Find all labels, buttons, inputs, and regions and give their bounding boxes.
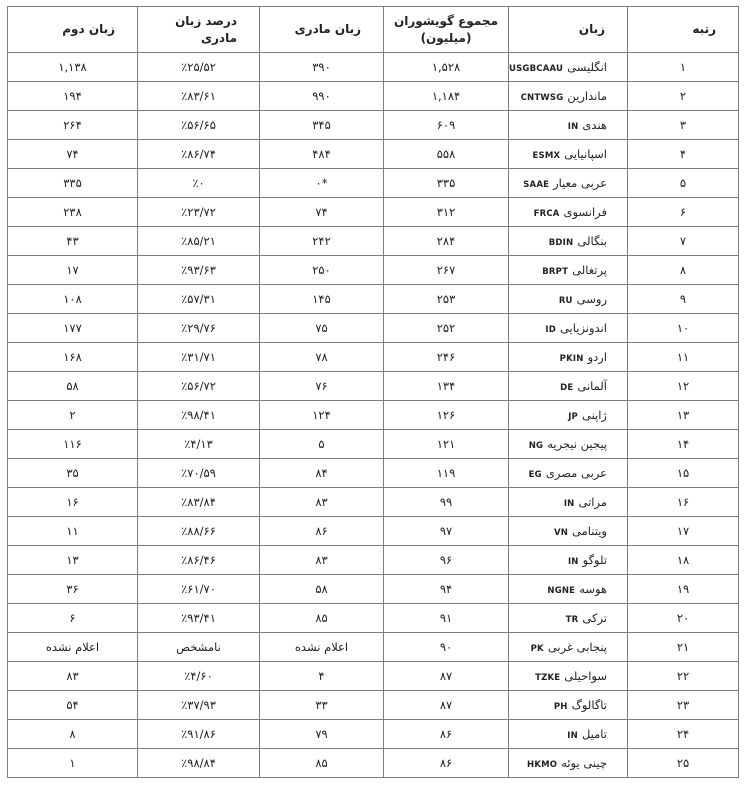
- language-name: عربی مصری: [545, 466, 607, 480]
- language-name: ماندارین: [567, 89, 607, 103]
- cell-language: [509, 749, 628, 778]
- cell-rank: ۱۶: [628, 488, 739, 517]
- language-name: هوسه: [579, 582, 607, 596]
- cell-native-percent: ٪۸۶/۴۶: [138, 546, 260, 575]
- cell-rank: ۶: [628, 198, 739, 227]
- language-name: اردو: [587, 350, 607, 364]
- cell-total-speakers: ۶۰۹: [384, 111, 509, 140]
- country-codes: NGNE: [547, 586, 576, 596]
- cell-native: ۴: [260, 662, 384, 691]
- cell-native: ۸۵: [260, 604, 384, 633]
- table-row: [8, 256, 739, 285]
- country-codes: EG: [528, 470, 542, 480]
- cell-native-percent: ٪۴/۶۰: [138, 662, 260, 691]
- languages-table-container: [7, 6, 738, 778]
- cell-language: [509, 691, 628, 720]
- language-name: آلمانی: [577, 379, 607, 393]
- cell-native: ۷۹: [260, 720, 384, 749]
- table-row: [8, 430, 739, 459]
- cell-language: [509, 198, 628, 227]
- cell-total-speakers: ۵۵۸: [384, 140, 509, 169]
- cell-second-language: ۵۸: [8, 372, 138, 401]
- cell-native-percent: ٪۸۸/۶۶: [138, 517, 260, 546]
- cell-total-speakers: ۱,۵۲۸: [384, 53, 509, 82]
- cell-total-speakers: ۸۷: [384, 662, 509, 691]
- cell-native: ۷۵: [260, 314, 384, 343]
- cell-rank: ۴: [628, 140, 739, 169]
- cell-second-language: ۵۴: [8, 691, 138, 720]
- cell-native-percent: ٪۸۳/۶۱: [138, 82, 260, 111]
- cell-second-language: ۱۱۶: [8, 430, 138, 459]
- cell-native-percent: ٪۲۳/۷۲: [138, 198, 260, 227]
- header-total-speakers-line2: (میلیون): [420, 30, 472, 45]
- cell-language: [509, 343, 628, 372]
- language-name: سواحیلی: [564, 669, 607, 683]
- cell-rank: ۷: [628, 227, 739, 256]
- language-name: اسپانیایی: [564, 147, 607, 161]
- country-codes: IN: [567, 731, 578, 741]
- cell-total-speakers: ۹۴: [384, 575, 509, 604]
- language-name: عربی معیار: [553, 176, 607, 190]
- cell-native: ۸۳: [260, 488, 384, 517]
- cell-native: ۷۸: [260, 343, 384, 372]
- country-codes: NG: [528, 441, 544, 451]
- cell-total-speakers: ۳۱۲: [384, 198, 509, 227]
- country-codes: PK: [530, 644, 544, 654]
- table-row: [8, 314, 739, 343]
- header-language: زبان: [509, 7, 628, 53]
- table-row: [8, 662, 739, 691]
- language-name: تامیل: [581, 727, 607, 741]
- country-codes: BDIN: [548, 238, 574, 248]
- country-codes: IN: [567, 122, 579, 132]
- cell-total-speakers: ۳۳۵: [384, 169, 509, 198]
- cell-total-speakers: ۸۷: [384, 691, 509, 720]
- cell-second-language: ۲: [8, 401, 138, 430]
- cell-native-percent: ٪۵۶/۶۵: [138, 111, 260, 140]
- cell-native-percent: ٪۶۱/۷۰: [138, 575, 260, 604]
- cell-native: ۸۳: [260, 546, 384, 575]
- cell-language: [509, 227, 628, 256]
- cell-language: [509, 111, 628, 140]
- cell-total-speakers: ۱۱۹: [384, 459, 509, 488]
- language-name: روسی: [576, 292, 607, 306]
- header-total-speakers: [384, 7, 509, 53]
- country-codes: FRCA: [533, 209, 560, 219]
- header-rank: رتبه: [628, 7, 739, 53]
- language-name: پرتغالی: [572, 263, 607, 277]
- cell-total-speakers: ۲۵۳: [384, 285, 509, 314]
- cell-total-speakers: ۸۶: [384, 720, 509, 749]
- cell-native: ۸۶: [260, 517, 384, 546]
- language-name: ترکی: [582, 611, 607, 625]
- country-codes: VN: [553, 528, 569, 538]
- cell-rank: ۲۴: [628, 720, 739, 749]
- table-row: [8, 343, 739, 372]
- cell-native-percent: نامشخص: [138, 633, 260, 662]
- country-codes: TZKE: [535, 673, 561, 683]
- cell-second-language: ۱۹۴: [8, 82, 138, 111]
- language-name: پیجین نیجریه: [547, 437, 607, 451]
- cell-native: ۱۴۵: [260, 285, 384, 314]
- cell-native-percent: ٪۳۱/۷۱: [138, 343, 260, 372]
- cell-native: ۸۵: [260, 749, 384, 778]
- table-row: [8, 140, 739, 169]
- country-codes: IN: [563, 499, 575, 509]
- cell-native-percent: ٪۸۳/۸۴: [138, 488, 260, 517]
- cell-native: ۸۴: [260, 459, 384, 488]
- table-row: [8, 604, 739, 633]
- cell-native: ۳۴۵: [260, 111, 384, 140]
- cell-total-speakers: ۹۶: [384, 546, 509, 575]
- cell-native: اعلام نشده: [260, 633, 384, 662]
- cell-rank: ۱: [628, 53, 739, 82]
- cell-second-language: ۱,۱۳۸: [8, 53, 138, 82]
- header-second-language: زبان دوم: [8, 7, 138, 53]
- cell-language: [509, 662, 628, 691]
- country-codes: RU: [558, 296, 573, 306]
- cell-rank: ۲۰: [628, 604, 739, 633]
- cell-rank: ۱۷: [628, 517, 739, 546]
- cell-native: ۱۲۴: [260, 401, 384, 430]
- table-row: [8, 633, 739, 662]
- cell-language: [509, 517, 628, 546]
- country-codes: IN: [567, 557, 579, 567]
- cell-second-language: ۱۷: [8, 256, 138, 285]
- cell-rank: ۱۹: [628, 575, 739, 604]
- cell-language: [509, 53, 628, 82]
- cell-rank: ۱۸: [628, 546, 739, 575]
- table-row: [8, 517, 739, 546]
- header-native: زبان مادری: [260, 7, 384, 53]
- cell-native: ۷۶: [260, 372, 384, 401]
- table-row: [8, 488, 739, 517]
- cell-total-speakers: ۹۱: [384, 604, 509, 633]
- cell-language: [509, 633, 628, 662]
- cell-total-speakers: ۲۶۷: [384, 256, 509, 285]
- language-name: اندونزیایی: [559, 321, 607, 335]
- cell-language: [509, 169, 628, 198]
- country-codes: SAAE: [523, 180, 550, 190]
- cell-total-speakers: ۱,۱۸۴: [384, 82, 509, 111]
- cell-language: [509, 372, 628, 401]
- cell-second-language: اعلام نشده: [8, 633, 138, 662]
- table-row: [8, 53, 739, 82]
- table-row: [8, 227, 739, 256]
- cell-language: [509, 430, 628, 459]
- cell-native-percent: ٪۹۳/۶۳: [138, 256, 260, 285]
- cell-total-speakers: ۱۳۴: [384, 372, 509, 401]
- table-row: [8, 691, 739, 720]
- cell-total-speakers: ۱۲۶: [384, 401, 509, 430]
- language-name: مراتی: [578, 495, 607, 509]
- cell-native-percent: ٪۸۶/۷۴: [138, 140, 260, 169]
- cell-rank: ۱۴: [628, 430, 739, 459]
- cell-total-speakers: ۹۰: [384, 633, 509, 662]
- cell-language: [509, 604, 628, 633]
- cell-language: [509, 314, 628, 343]
- cell-total-speakers: ۲۴۶: [384, 343, 509, 372]
- cell-second-language: ۱۶: [8, 488, 138, 517]
- cell-second-language: ۱۷۷: [8, 314, 138, 343]
- country-codes: USGBCAAU: [509, 64, 564, 74]
- cell-second-language: ۲۳۸: [8, 198, 138, 227]
- cell-total-speakers: ۱۲۱: [384, 430, 509, 459]
- country-codes: HKMO: [527, 760, 558, 770]
- cell-rank: ۸: [628, 256, 739, 285]
- table-header-row: [8, 7, 739, 53]
- country-codes: ESMX: [532, 151, 561, 161]
- country-codes: JP: [568, 412, 578, 422]
- cell-native-percent: ٪۲۵/۵۲: [138, 53, 260, 82]
- table-row: [8, 285, 739, 314]
- cell-native-percent: ٪۳۷/۹۳: [138, 691, 260, 720]
- header-total-speakers-line1: مجموع گویشوران: [393, 13, 499, 28]
- cell-native: ۳۳: [260, 691, 384, 720]
- cell-total-speakers: ۸۶: [384, 749, 509, 778]
- languages-table: [7, 6, 739, 778]
- table-row: [8, 372, 739, 401]
- cell-native-percent: ٪۴/۱۳: [138, 430, 260, 459]
- cell-native: ۹۹۰: [260, 82, 384, 111]
- cell-language: [509, 285, 628, 314]
- header-native-percent: درصد زبان مادری: [138, 7, 260, 53]
- cell-total-speakers: ۹۷: [384, 517, 509, 546]
- cell-rank: ۹: [628, 285, 739, 314]
- cell-native-percent: ٪۰: [138, 169, 260, 198]
- cell-native-percent: ٪۹۸/۸۴: [138, 749, 260, 778]
- cell-native-percent: ٪۹۳/۴۱: [138, 604, 260, 633]
- language-name: تاگالوگ: [571, 698, 607, 712]
- cell-second-language: ۳۵: [8, 459, 138, 488]
- table-row: [8, 546, 739, 575]
- table-row: [8, 169, 739, 198]
- cell-native: ۲۵۰: [260, 256, 384, 285]
- country-codes: PH: [553, 702, 568, 712]
- cell-second-language: ۶: [8, 604, 138, 633]
- cell-native-percent: ٪۲۹/۷۶: [138, 314, 260, 343]
- cell-native-percent: ٪۹۸/۴۱: [138, 401, 260, 430]
- cell-language: [509, 82, 628, 111]
- cell-rank: ۲۲: [628, 662, 739, 691]
- cell-rank: ۱۰: [628, 314, 739, 343]
- cell-native-percent: ٪۸۵/۲۱: [138, 227, 260, 256]
- language-name: ژاپنی: [581, 408, 607, 422]
- language-name: پنجابی غربی: [547, 640, 607, 654]
- cell-native-percent: ٪۹۱/۸۶: [138, 720, 260, 749]
- cell-rank: ۱۲: [628, 372, 739, 401]
- country-codes: CNTWSG: [520, 93, 564, 103]
- cell-second-language: ۱۰۸: [8, 285, 138, 314]
- cell-native: ۲۴۲: [260, 227, 384, 256]
- language-name: چینی یوئه: [561, 756, 607, 770]
- cell-native: ۴۸۴: [260, 140, 384, 169]
- cell-native-percent: ٪۷۰/۵۹: [138, 459, 260, 488]
- table-row: [8, 82, 739, 111]
- table-row: [8, 575, 739, 604]
- cell-native: ۵۸: [260, 575, 384, 604]
- cell-rank: ۲۱: [628, 633, 739, 662]
- cell-native-percent: ٪۵۶/۷۲: [138, 372, 260, 401]
- table-body: [8, 53, 739, 778]
- table-row: [8, 459, 739, 488]
- cell-total-speakers: ۹۹: [384, 488, 509, 517]
- cell-native: ۳۹۰: [260, 53, 384, 82]
- table-row: [8, 401, 739, 430]
- cell-second-language: ۱۱: [8, 517, 138, 546]
- cell-rank: ۱۱: [628, 343, 739, 372]
- country-codes: DE: [560, 383, 574, 393]
- language-name: فرانسوی: [563, 205, 607, 219]
- cell-language: [509, 401, 628, 430]
- cell-native: *۰: [260, 169, 384, 198]
- cell-second-language: ۱۳: [8, 546, 138, 575]
- cell-second-language: ۳۳۵: [8, 169, 138, 198]
- cell-language: [509, 575, 628, 604]
- cell-total-speakers: ۲۵۲: [384, 314, 509, 343]
- cell-second-language: ۷۴: [8, 140, 138, 169]
- language-name: انگلیسی: [567, 60, 607, 74]
- country-codes: ID: [545, 325, 556, 335]
- cell-second-language: ۸: [8, 720, 138, 749]
- cell-rank: ۳: [628, 111, 739, 140]
- cell-second-language: ۲۶۴: [8, 111, 138, 140]
- cell-rank: ۵: [628, 169, 739, 198]
- cell-rank: ۲: [628, 82, 739, 111]
- cell-rank: ۲۳: [628, 691, 739, 720]
- table-row: [8, 720, 739, 749]
- cell-second-language: ۴۳: [8, 227, 138, 256]
- language-name: ویتنامی: [572, 524, 607, 538]
- cell-rank: ۱۵: [628, 459, 739, 488]
- country-codes: TR: [565, 615, 579, 625]
- country-codes: BRPT: [542, 267, 569, 277]
- cell-native: ۵: [260, 430, 384, 459]
- language-name: بنگالی: [577, 234, 607, 248]
- cell-language: [509, 140, 628, 169]
- cell-second-language: ۸۳: [8, 662, 138, 691]
- cell-second-language: ۳۶: [8, 575, 138, 604]
- cell-language: [509, 256, 628, 285]
- cell-total-speakers: ۲۸۴: [384, 227, 509, 256]
- language-name: تلوگو: [582, 553, 607, 567]
- cell-language: [509, 488, 628, 517]
- cell-native: ۷۴: [260, 198, 384, 227]
- cell-second-language: ۱۶۸: [8, 343, 138, 372]
- cell-rank: ۲۵: [628, 749, 739, 778]
- cell-rank: ۱۳: [628, 401, 739, 430]
- cell-language: [509, 459, 628, 488]
- cell-second-language: ۱: [8, 749, 138, 778]
- table-row: [8, 749, 739, 778]
- table-row: [8, 111, 739, 140]
- country-codes: PKIN: [559, 354, 584, 364]
- cell-language: [509, 546, 628, 575]
- language-name: هندی: [582, 118, 607, 132]
- cell-native-percent: ٪۵۷/۳۱: [138, 285, 260, 314]
- table-row: [8, 198, 739, 227]
- cell-language: [509, 720, 628, 749]
